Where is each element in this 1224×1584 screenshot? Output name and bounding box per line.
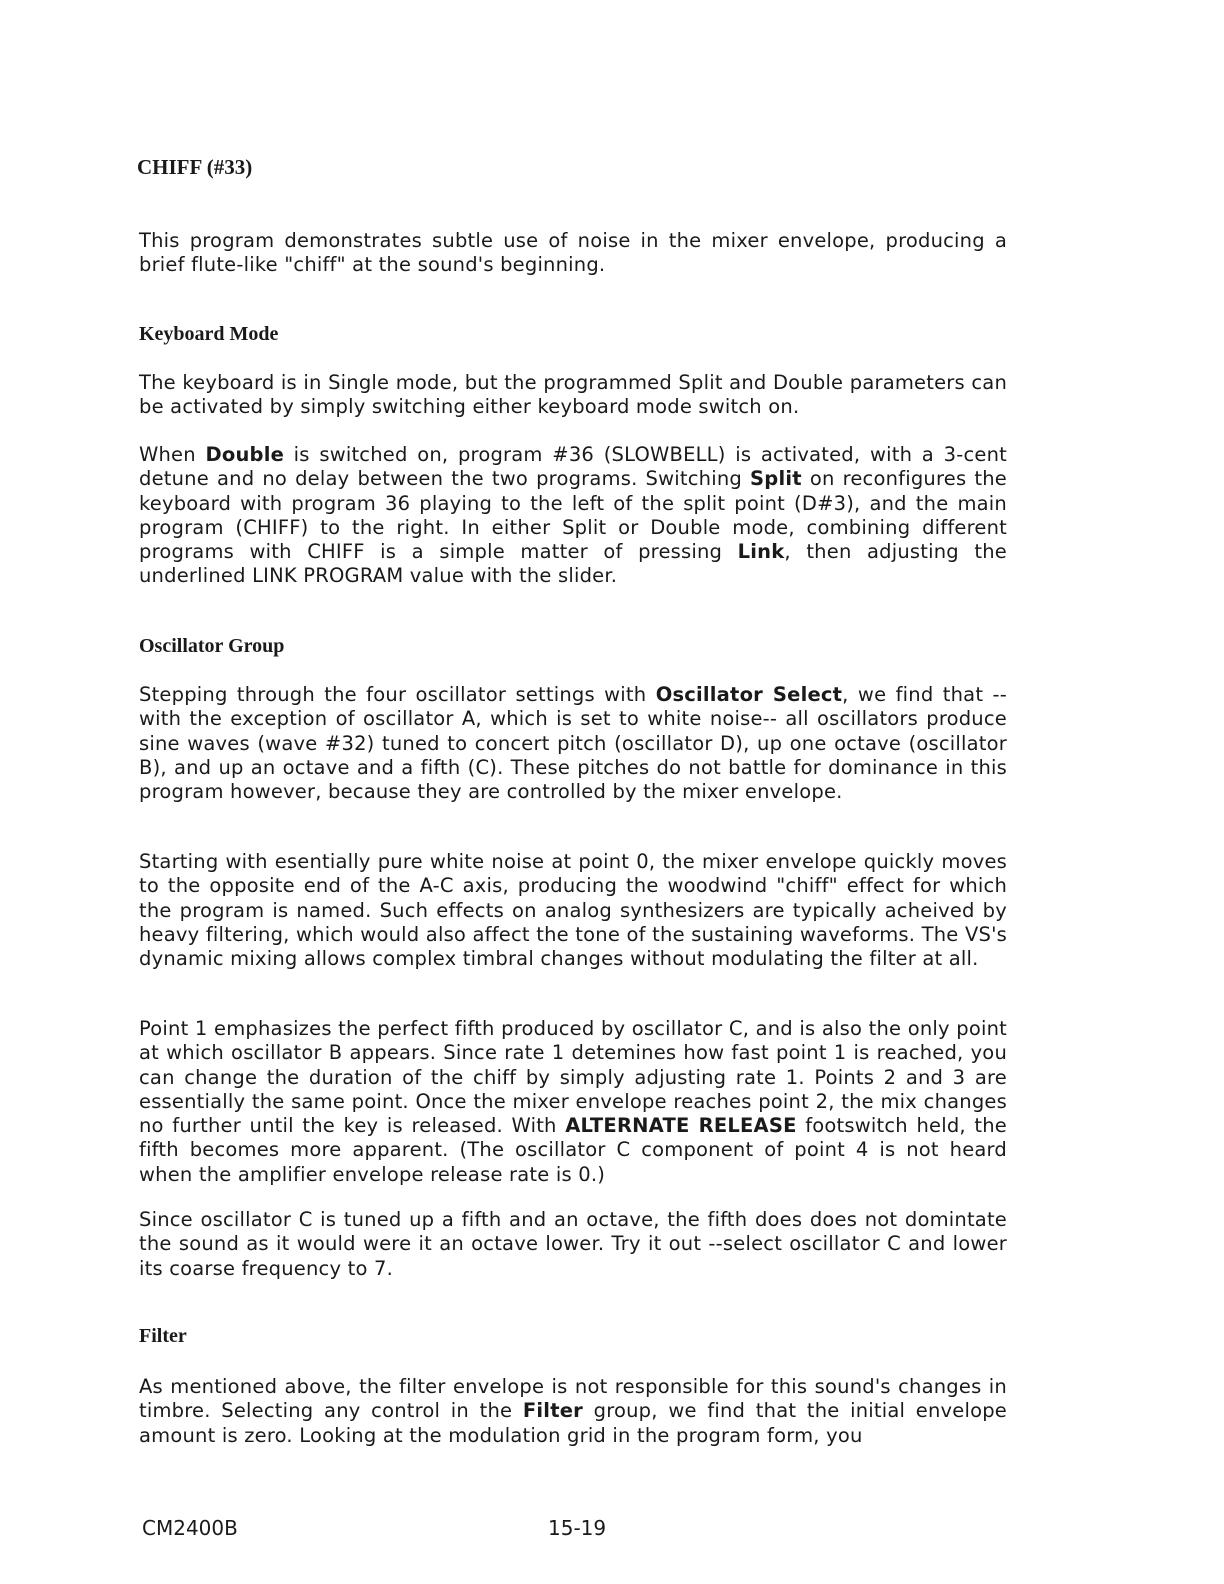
intro-paragraph: This program demonstrates subtle use of noise in the mixer envelope, producing a brief flute-like "chiff" at the sound's beginning. xyxy=(139,229,1007,277)
text-run: footswitch held, the fifth becomes more apparent. (The oscillator C component of point 4 is not heard when the amplifier envelope release rate is 0.) xyxy=(139,1114,1008,1186)
keyboard-mode-paragraph-2 xyxy=(139,443,1007,589)
keyboard-mode-paragraph-1: The keyboard is in Single mode, but the programmed Split and Double parameters can be activated by simply switching either keyboard mode switch on. xyxy=(139,371,1007,419)
split-keyword: Split xyxy=(750,467,802,491)
filter-keyword: Filter xyxy=(522,1399,583,1423)
double-keyword: Double xyxy=(205,443,285,466)
oscillator-select-keyword: Oscillator Select xyxy=(655,683,843,706)
page-title: CHIFF (#33) xyxy=(137,155,253,179)
document-code: CM2400B xyxy=(142,1516,238,1540)
keyboard-mode-heading: Keyboard Mode xyxy=(139,323,279,345)
text-run: As mentioned above, the filter envelope is not responsible for this sound's changes in timbre. Selecting any control in the xyxy=(139,1375,1007,1423)
text-run: Point 1 emphasizes the perfect fifth produced by oscillator C, and is also the only point at which oscillator B appears. Since rate 1 detemines how fast point 1 is reached, you can change the duration of the chiff by simply adjusting rate 1. Points 2 and 3 are essentially the same point. Once the mixer envelope reaches point 2, the mix changes no further until the key is released. With xyxy=(139,1017,1007,1138)
oscillator-group-heading: Oscillator Group xyxy=(139,635,285,657)
filter-paragraph-1 xyxy=(139,1375,1007,1448)
link-keyword: Link xyxy=(737,540,785,564)
alternate-release-keyword: ALTERNATE RELEASE xyxy=(565,1114,797,1138)
text-run: group, we find that the initial envelope amount is zero. Looking at the modulation grid in the program form, you xyxy=(139,1399,1008,1447)
oscillator-group-paragraph-2: Starting with esentially pure white noise at point 0, the mixer envelope quickly moves to the opposite end of the A-C axis, producing the woodwind "chiff" effect for which the program is named. Such effects on analog synthesizers are typically acheived by heavy filtering, which would also affect the tone of the sustaining waveforms. The VS's dynamic mixing allows complex timbral changes without modulating the filter at all. xyxy=(139,850,1007,971)
oscillator-group-paragraph-4: Since oscillator C is tuned up a fifth and an octave, the fifth does does not domintate the sound as it would were it an octave lower. Try it out --select oscillator C and lower its coarse frequency to 7. xyxy=(139,1208,1007,1280)
text-run: is switched on, program #36 (SLOWBELL) is activated, with a 3-cent detune and no delay between the two programs. Switching xyxy=(139,443,1007,491)
page-number: 15-19 xyxy=(548,1516,607,1540)
filter-heading: Filter xyxy=(139,1325,187,1347)
text-run: , then adjusting the underlined LINK PROGRAM value with the slider. xyxy=(139,540,1007,588)
text-run: Stepping through the four oscillator settings with xyxy=(139,683,656,706)
oscillator-group-paragraph-3 xyxy=(139,1017,1007,1187)
text-run: , we find that --with the exception of oscillator A, which is set to white noise-- all oscillators produce sine waves (wave #32) tuned to concert pitch (oscillator D), up one octave (oscillator B), and up an octave and a fifth (C). These pitches do not battle for dominance in this program however, because they are controlled by the mixer envelope. xyxy=(139,683,1007,804)
text-run: on reconfigures the keyboard with program 36 playing to the left of the split point (D#3), and the main program (CHIFF) to the right. In either Split or Double mode, combining different programs with CHIFF is a simple matter of pressing xyxy=(139,467,1007,564)
oscillator-group-paragraph-1 xyxy=(139,683,1007,804)
text-run: When xyxy=(139,443,206,466)
